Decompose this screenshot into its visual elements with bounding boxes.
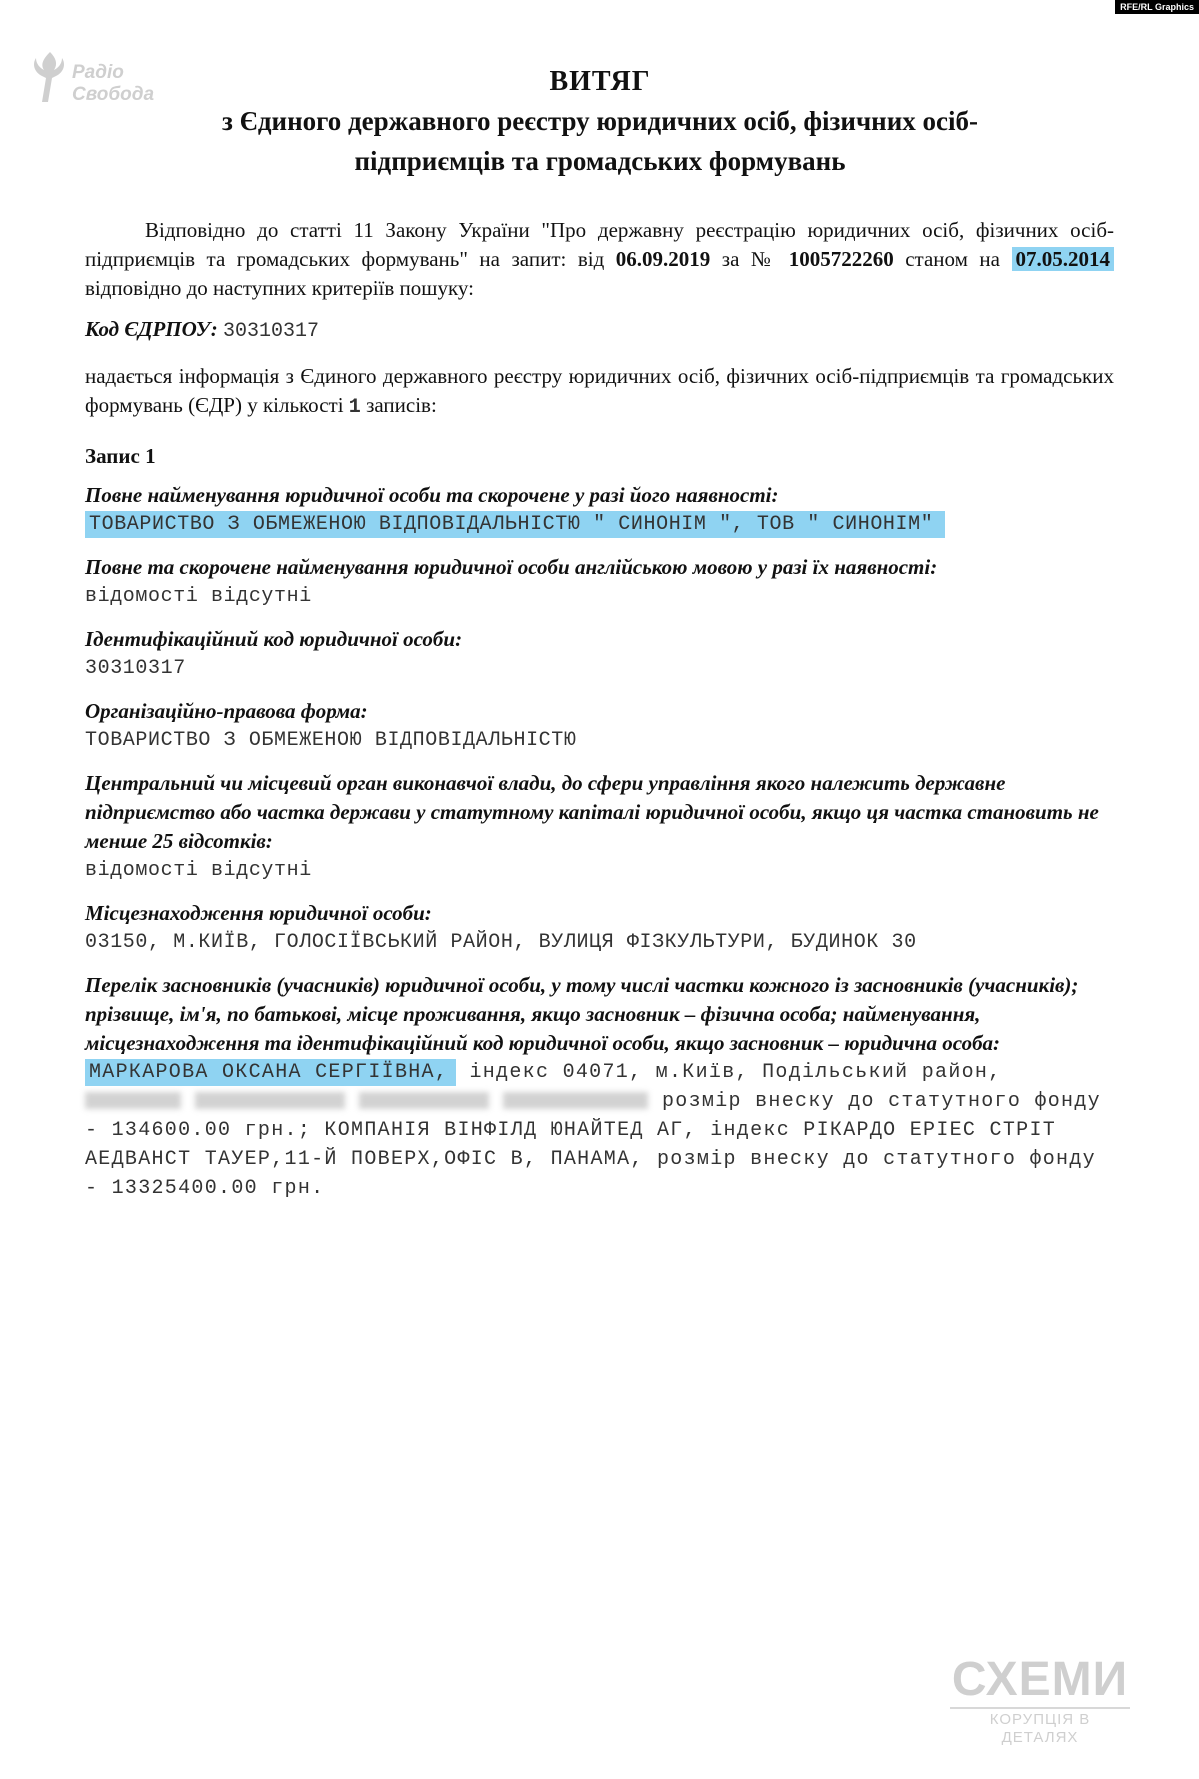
- request-date: 06.09.2019: [615, 247, 711, 271]
- radio-logo-line2: Свобода: [72, 84, 155, 105]
- radio-logo-line1: Радіо: [72, 62, 124, 83]
- info-text-1: надається інформація з Єдиного державного реєстру юридичних осіб, фізичних осіб-підприємців та громадських формувань (ЄДР) у кількості: [85, 364, 1114, 417]
- radio-svoboda-torch-icon: [30, 48, 70, 106]
- title-main: ВИТЯГ: [549, 66, 651, 97]
- field-label: Перелік засновників (учасників) юридичної особи, у тому числі частки кожного із засновників (учасників); прізвище, ім'я, по батькові, місце проживання, якщо засновник – фізична особа; найменування, місцезнаходження та ідентифікаційний код юридичної особи, якщо засновник – юридична особа:: [85, 973, 1079, 1055]
- skhemy-logo-title: СХЕМИ: [951, 1653, 1129, 1706]
- field-identification-code: [85, 625, 1114, 683]
- field-value: [85, 510, 1114, 539]
- company-name-highlight: ТОВАРИСТВО З ОБМЕЖЕНОЮ ВІДПОВІДАЛЬНІСТЮ " СИНОНІМ ", ТОВ " СИНОНІМ": [85, 511, 945, 538]
- edrpou-code-value: 30310317: [222, 320, 319, 343]
- field-value: відомості відсутні: [85, 859, 312, 882]
- intro-text-2: за №: [710, 247, 789, 271]
- intro-text-4: відповідно до наступних критеріїв пошуку:: [85, 276, 474, 300]
- edrpou-code-label: Код ЄДРПОУ:: [85, 317, 218, 341]
- field-label: Повне та скорочене найменування юридичної особи англійською мовою у разі їх наявності:: [85, 555, 938, 579]
- request-number: 1005722260: [788, 247, 894, 271]
- intro-text-3: станом на: [893, 247, 1012, 271]
- title-sub-line1: з Єдиного державного реєстру юридичних осіб, фізичних осіб-: [221, 106, 979, 136]
- field-value: відомості відсутні: [85, 585, 312, 608]
- founders-value: [85, 1058, 1114, 1203]
- state-date-highlight: 07.05.2014: [1012, 247, 1115, 271]
- field-value: ТОВАРИСТВО З ОБМЕЖЕНОЮ ВІДПОВІДАЛЬНІСТЮ: [85, 729, 577, 752]
- redacted-block: [359, 1092, 489, 1109]
- record-title: Запис 1: [85, 444, 156, 468]
- field-label: Ідентифікаційний код юридичної особи:: [85, 627, 463, 651]
- founder-address-text: індекс 04071, м.Київ, Подільський район,: [456, 1061, 1002, 1084]
- field-founders: [85, 971, 1114, 1203]
- field-value: 30310317: [85, 657, 186, 680]
- skhemy-logo-tagline: КОРУПЦІЯ В ДЕТАЛЯХ: [950, 1707, 1130, 1747]
- redacted-block: [195, 1092, 345, 1109]
- field-government-body: [85, 769, 1114, 885]
- field-label: Центральний чи місцевий орган виконавчої влади, до сфери управління якого належить державне підприємство або частка держави у статутному капіталі юридичної особи, якщо ця частка становить не менше 25 відсотків:: [85, 771, 1099, 853]
- field-label: Місцезнаходження юридичної особи:: [85, 901, 432, 925]
- founder-name-highlight: МАРКАРОВА ОКСАНА СЕРГІЇВНА,: [85, 1059, 456, 1086]
- redacted-block: [503, 1092, 648, 1109]
- field-legal-form: [85, 697, 1114, 755]
- info-text-2: записів:: [360, 393, 437, 417]
- founder-contribution-text: розмір внеску до статутного фонду - 134600.00 грн.; КОМПАНІЯ ВІНФІЛД ЮНАЙТЕД АГ, індекс РІКАРДО ЕРІЕС СТРІТ АЕДВАНСТ ТАУЕР,11-Й ПОВЕРХ,ОФІС В, ПАНАМА, розмір внеску до статутного фонду - 13325400.00 грн.: [85, 1090, 1101, 1200]
- field-english-name: [85, 553, 1114, 611]
- record-count: 1: [348, 396, 361, 419]
- info-paragraph: [85, 362, 1114, 422]
- field-label: Повне найменування юридичної особи та скорочене у разі його наявності:: [85, 483, 779, 507]
- title-sub-line2: підприємців та громадських формувань: [354, 146, 846, 176]
- intro-text-1: Відповідно до статті 11 Закону України "Про державну реєстрацію юридичних осіб, фізичних осіб-підприємців та громадських формувань" на запит: від: [85, 218, 1114, 271]
- field-full-name: [85, 481, 1114, 539]
- document-title: [70, 64, 1130, 180]
- field-label: Організаційно-правова форма:: [85, 699, 368, 723]
- document-body: [85, 216, 1114, 1203]
- skhemy-logo: [950, 1655, 1130, 1747]
- edrpou-code-line: [85, 315, 1114, 346]
- field-location: [85, 899, 1114, 957]
- redacted-block: [85, 1092, 181, 1109]
- intro-paragraph: [85, 216, 1114, 303]
- graphics-credit: RFE/RL Graphics: [1115, 0, 1199, 14]
- field-value: 03150, М.КИЇВ, ГОЛОСІЇВСЬКИЙ РАЙОН, ВУЛИЦЯ ФІЗКУЛЬТУРИ, БУДИНОК 30: [85, 931, 917, 954]
